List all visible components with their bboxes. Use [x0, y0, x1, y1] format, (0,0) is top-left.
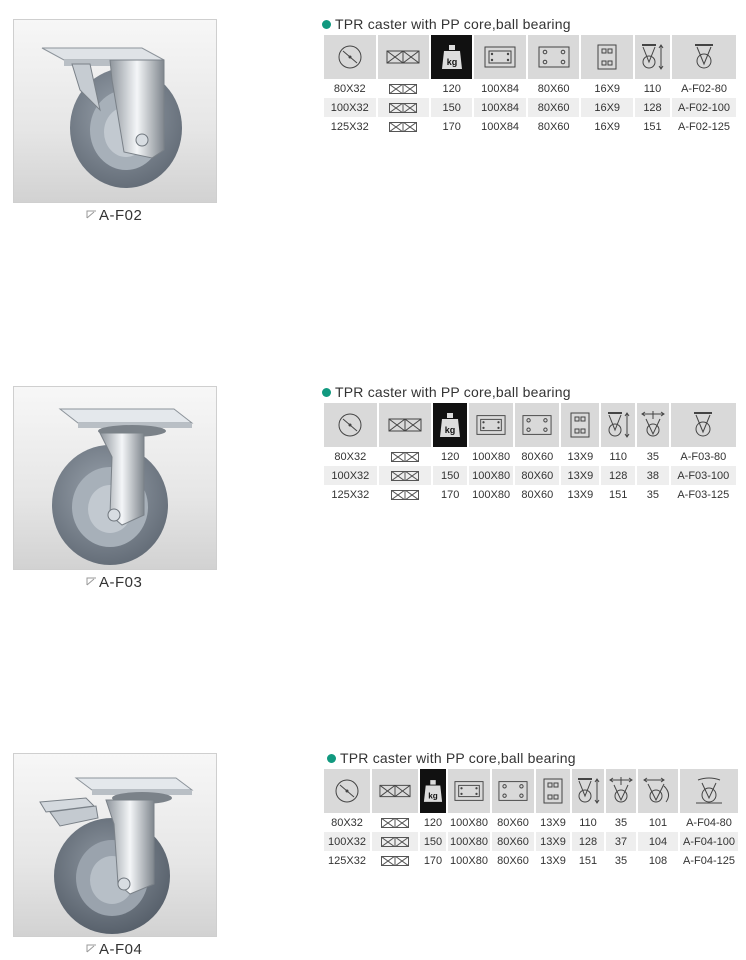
table-header-row [324, 35, 736, 79]
cell-wheel-size: 125X32 [324, 485, 377, 504]
wheel-width-icon [379, 403, 432, 447]
bullet-dot-icon [322, 388, 331, 397]
spec-title-a-f03: TPR caster with PP core,ball bearing [322, 384, 571, 400]
cell-model: A-F02-100 [672, 98, 736, 117]
cell-swivel-radius: 104 [638, 832, 678, 851]
load-kg-icon [420, 769, 446, 813]
load-kg-icon [431, 35, 472, 79]
cell-hole-spacing: 80X60 [528, 79, 580, 98]
cell-plate-size: 100X84 [474, 98, 526, 117]
load-kg-icon [433, 403, 467, 447]
cell-wheel-width [372, 832, 418, 851]
top-plate-size-icon [448, 769, 490, 813]
product-photo-a-f03 [13, 386, 217, 570]
cell-offset: 35 [606, 851, 636, 870]
cell-swivel-radius: 108 [638, 851, 678, 870]
spec-table-a-f04 [322, 769, 740, 870]
cell-offset: 35 [606, 813, 636, 832]
cell-wheel-size: 80X32 [324, 447, 377, 466]
bolt-hole-size-icon [561, 403, 599, 447]
cell-offset: 37 [606, 832, 636, 851]
table-row [324, 466, 736, 485]
spec-table-a-f03 [322, 403, 738, 504]
cell-model: A-F03-125 [671, 485, 736, 504]
overall-height-icon [601, 403, 635, 447]
cell-hole-size: 16X9 [581, 98, 633, 117]
corner-mark-icon [86, 944, 97, 953]
cell-wheel-size: 100X32 [324, 98, 376, 117]
cell-wheel-size: 100X32 [324, 832, 370, 851]
cell-load: 120 [420, 813, 446, 832]
cell-hole-size: 16X9 [581, 117, 633, 136]
cell-hole-spacing: 80X60 [515, 466, 559, 485]
cell-height: 151 [572, 851, 604, 870]
caster-model-icon [671, 403, 736, 447]
cell-height: 110 [635, 79, 670, 98]
cell-hole-spacing: 80X60 [492, 813, 534, 832]
spec-title-a-f02: TPR caster with PP core,ball bearing [322, 16, 571, 32]
cell-hole-spacing: 80X60 [492, 832, 534, 851]
cell-model: A-F03-100 [671, 466, 736, 485]
spec-table-a-f02 [322, 35, 738, 136]
cell-height: 128 [572, 832, 604, 851]
svg-text:kg: kg [444, 425, 456, 435]
wheel-diameter-icon [324, 769, 370, 813]
cell-model: A-F04-125 [680, 851, 738, 870]
top-plate-size-icon [469, 403, 513, 447]
cell-load: 170 [420, 851, 446, 870]
table-row [324, 813, 738, 832]
caster-model-icon [672, 35, 736, 79]
cell-wheel-width [378, 79, 430, 98]
cell-hole-spacing: 80X60 [528, 98, 580, 117]
cell-load: 150 [433, 466, 467, 485]
cell-hole-spacing: 80X60 [528, 117, 580, 136]
model-label-a-f03: A-F03 [86, 574, 142, 591]
swivel-offset-icon [637, 403, 669, 447]
cell-height: 151 [601, 485, 635, 504]
table-row [324, 98, 736, 117]
cell-wheel-size: 80X32 [324, 79, 376, 98]
cell-load: 150 [420, 832, 446, 851]
cell-plate-size: 100X80 [448, 851, 490, 870]
cell-plate-size: 100X80 [469, 485, 513, 504]
swivel-radius-icon [638, 769, 678, 813]
product-photo-a-f04 [13, 753, 217, 937]
fixed-caster-image [14, 20, 216, 202]
cell-plate-size: 100X80 [469, 466, 513, 485]
cell-wheel-size: 125X32 [324, 851, 370, 870]
cell-hole-size: 13X9 [536, 832, 570, 851]
svg-text:kg: kg [428, 791, 438, 801]
cell-height: 110 [572, 813, 604, 832]
bolt-hole-spacing-icon [492, 769, 534, 813]
cell-wheel-width [378, 98, 430, 117]
wheel-diameter-icon [324, 35, 376, 79]
bolt-hole-spacing-icon [515, 403, 559, 447]
bullet-dot-icon [322, 20, 331, 29]
table-row [324, 79, 736, 98]
wheel-diameter-icon [324, 403, 377, 447]
caster-model-icon [680, 769, 738, 813]
top-plate-size-icon [474, 35, 526, 79]
table-row [324, 851, 738, 870]
swivel-offset-icon [606, 769, 636, 813]
bolt-hole-size-icon [581, 35, 633, 79]
cell-model: A-F03-80 [671, 447, 736, 466]
table-header-row [324, 769, 738, 813]
spec-title-a-f04: TPR caster with PP core,ball bearing [327, 750, 576, 766]
cell-wheel-size: 80X32 [324, 813, 370, 832]
cell-hole-size: 16X9 [581, 79, 633, 98]
cell-hole-size: 13X9 [561, 485, 599, 504]
cell-model: A-F04-100 [680, 832, 738, 851]
cell-hole-spacing: 80X60 [515, 447, 559, 466]
cell-load: 170 [431, 117, 472, 136]
cell-wheel-width [372, 813, 418, 832]
cell-model: A-F04-80 [680, 813, 738, 832]
bolt-hole-spacing-icon [528, 35, 580, 79]
model-label-a-f04: A-F04 [86, 941, 142, 958]
cell-hole-spacing: 80X60 [515, 485, 559, 504]
cell-offset: 38 [637, 466, 669, 485]
cell-wheel-width [379, 447, 432, 466]
swivel-caster-image [14, 387, 216, 569]
cell-height: 128 [601, 466, 635, 485]
cell-wheel-width [372, 851, 418, 870]
overall-height-icon [635, 35, 670, 79]
overall-height-icon [572, 769, 604, 813]
cell-wheel-size: 125X32 [324, 117, 376, 136]
cell-load: 170 [433, 485, 467, 504]
product-photo-a-f02 [13, 19, 217, 203]
cell-plate-size: 100X84 [474, 117, 526, 136]
cell-load: 150 [431, 98, 472, 117]
cell-hole-spacing: 80X60 [492, 851, 534, 870]
wheel-width-icon [372, 769, 418, 813]
table-row [324, 485, 736, 504]
bullet-dot-icon [327, 754, 336, 763]
cell-plate-size: 100X84 [474, 79, 526, 98]
cell-hole-size: 13X9 [561, 447, 599, 466]
cell-plate-size: 100X80 [469, 447, 513, 466]
cell-wheel-width [379, 466, 432, 485]
cell-load: 120 [431, 79, 472, 98]
cell-wheel-width [379, 485, 432, 504]
cell-model: A-F02-125 [672, 117, 736, 136]
corner-mark-icon [86, 577, 97, 586]
cell-offset: 35 [637, 485, 669, 504]
cell-wheel-size: 100X32 [324, 466, 377, 485]
corner-mark-icon [86, 210, 97, 219]
svg-text:kg: kg [446, 57, 457, 67]
cell-hole-size: 13X9 [561, 466, 599, 485]
table-row [324, 447, 736, 466]
cell-load: 120 [433, 447, 467, 466]
cell-hole-size: 13X9 [536, 851, 570, 870]
cell-hole-size: 13X9 [536, 813, 570, 832]
cell-offset: 35 [637, 447, 669, 466]
wheel-width-icon [378, 35, 430, 79]
cell-model: A-F02-80 [672, 79, 736, 98]
cell-plate-size: 100X80 [448, 813, 490, 832]
cell-swivel-radius: 101 [638, 813, 678, 832]
cell-height: 110 [601, 447, 635, 466]
table-row [324, 117, 736, 136]
cell-wheel-width [378, 117, 430, 136]
bolt-hole-size-icon [536, 769, 570, 813]
model-label-a-f02: A-F02 [86, 207, 142, 224]
cell-height: 128 [635, 98, 670, 117]
table-header-row [324, 403, 736, 447]
cell-height: 151 [635, 117, 670, 136]
brake-caster-image [14, 754, 216, 936]
cell-plate-size: 100X80 [448, 832, 490, 851]
table-row [324, 832, 738, 851]
